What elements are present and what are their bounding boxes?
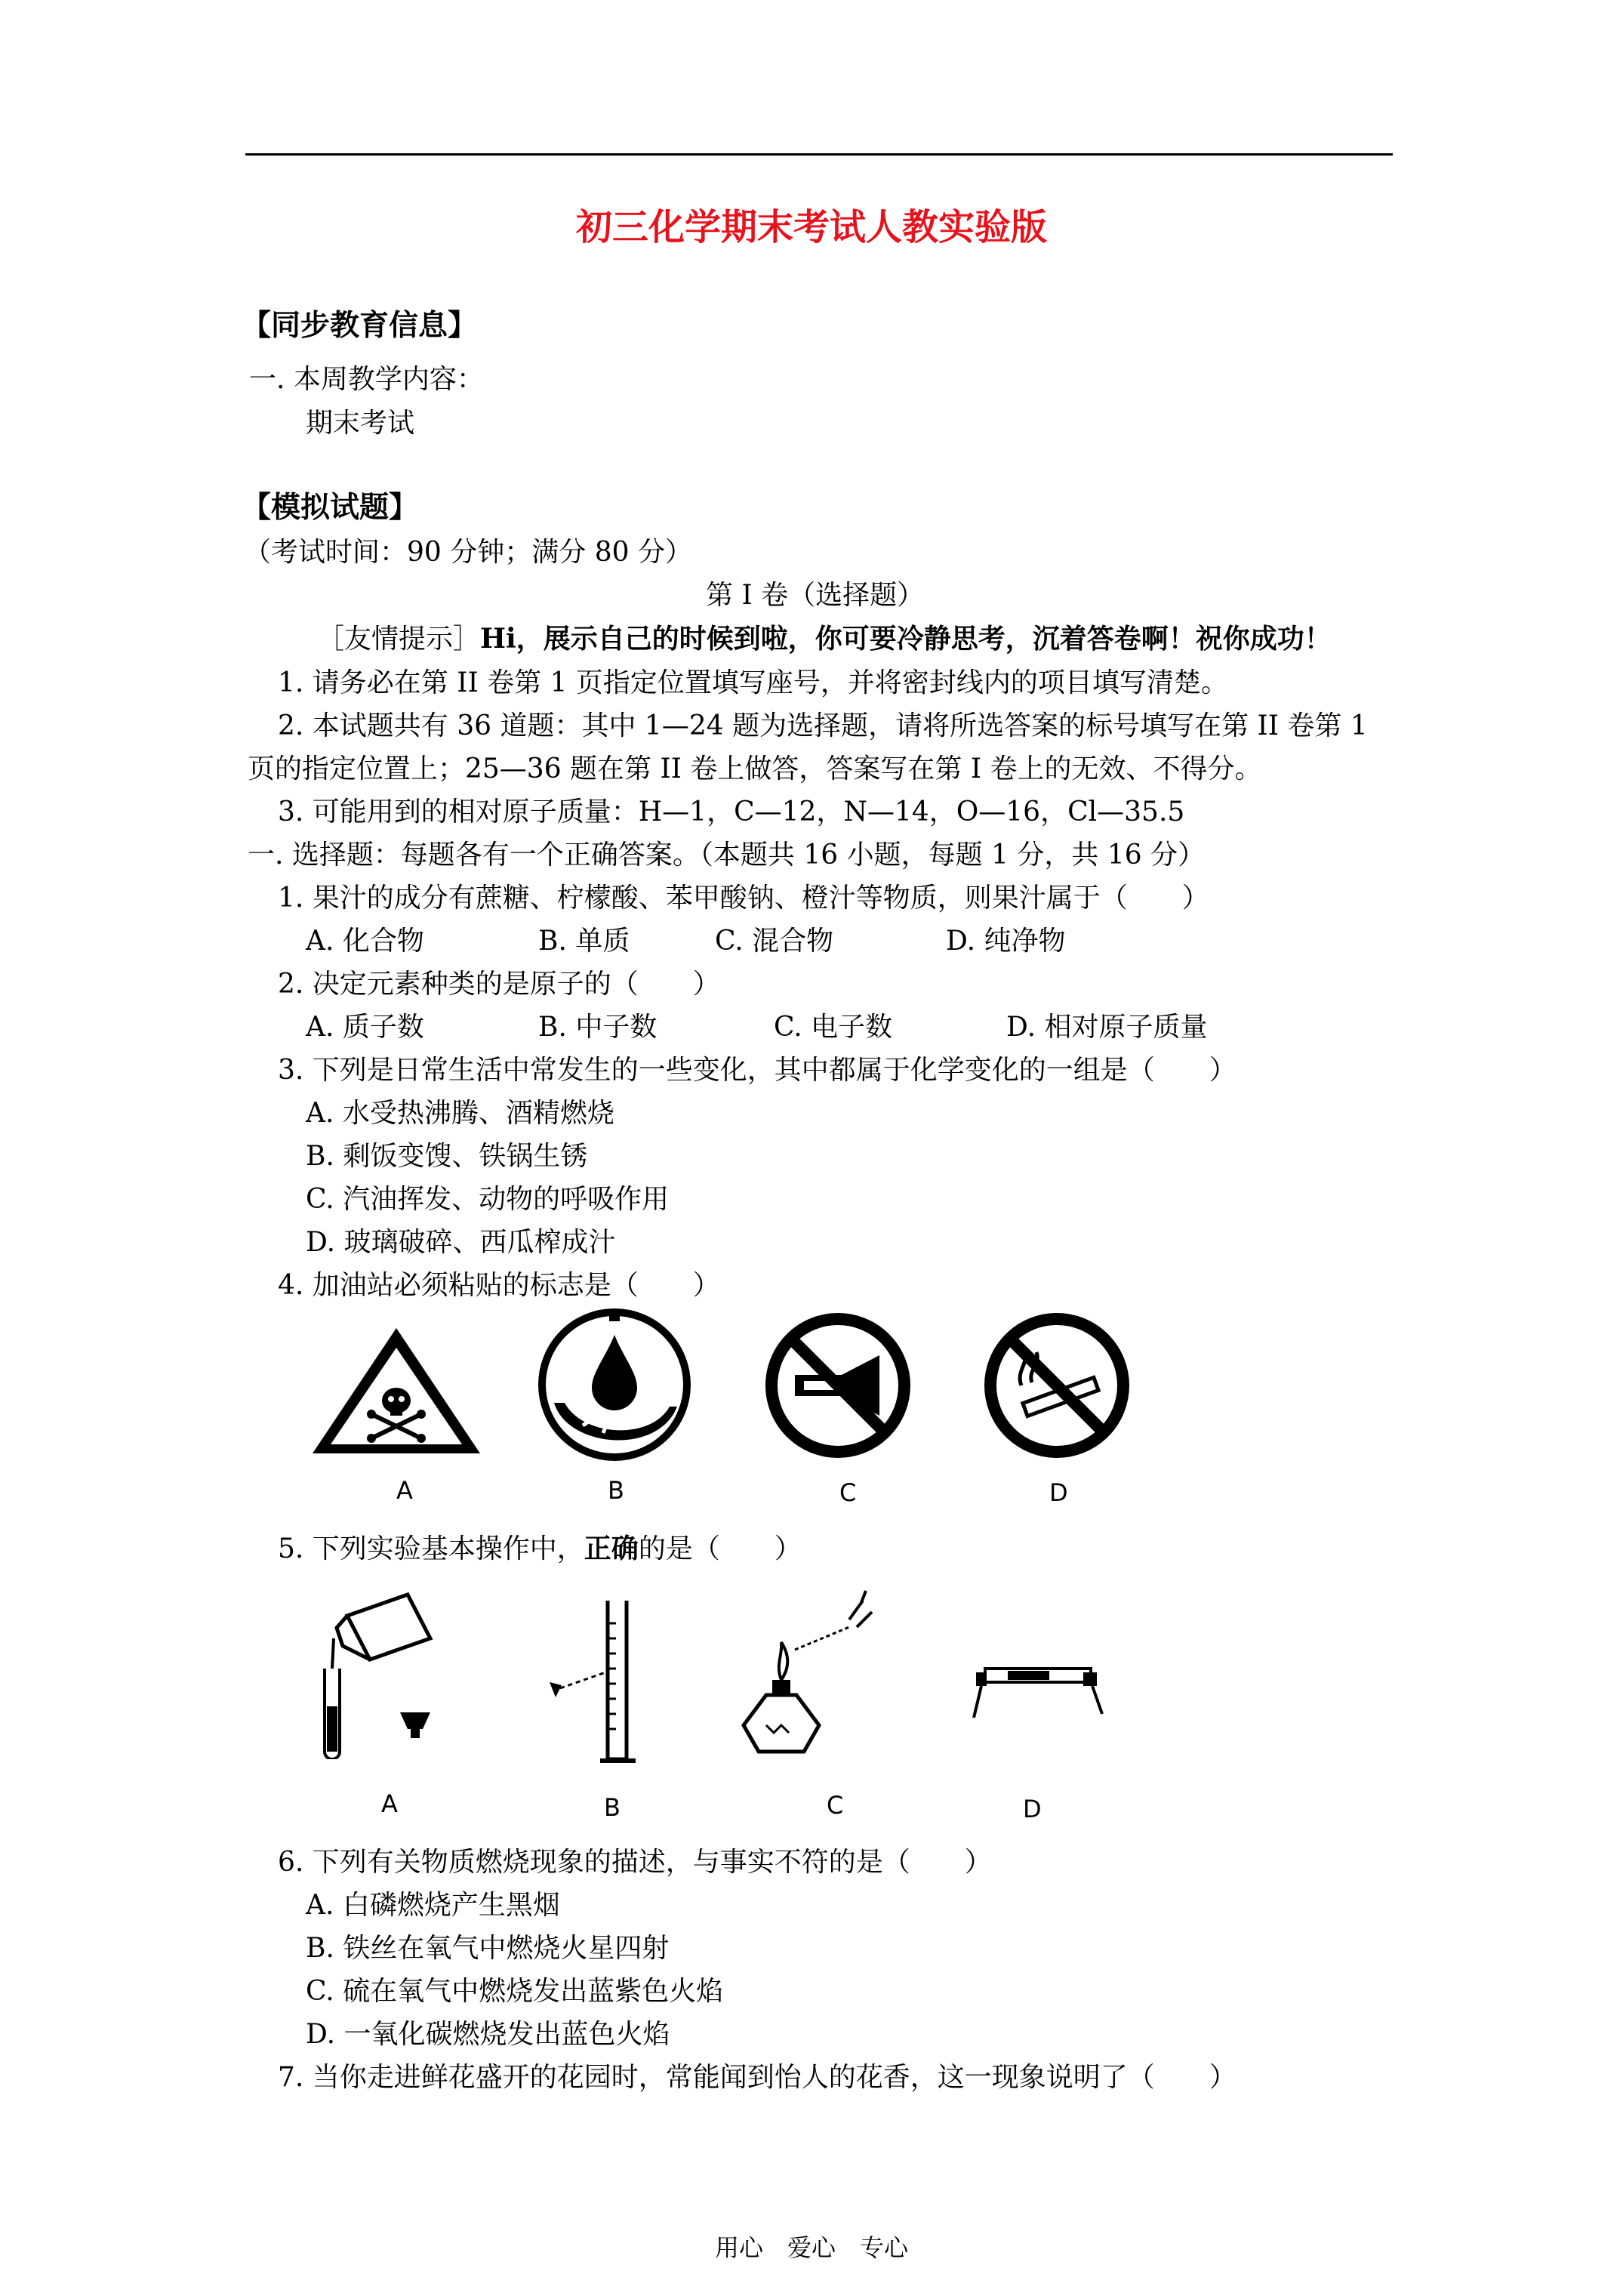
q5-label-b: B [604, 1793, 621, 1822]
q5-label-a: A [381, 1789, 398, 1818]
page-footer: 用心 爱心 专心 [714, 2233, 908, 2262]
week-content: 期末考试 [306, 408, 415, 439]
corrosive-sign-icon [537, 1305, 692, 1463]
mock-heading: 【模拟试题】 [242, 490, 419, 525]
page-title: 初三化学期末考试人教实验版 [575, 206, 1047, 248]
tips-label: ［友情提示］ [317, 624, 481, 655]
q4-label-a: A [396, 1476, 413, 1505]
q6-stem: 6. 下列有关物质燃烧现象的描述，与事实不符的是（ ） [278, 1847, 992, 1878]
tip-item-3: 3. 可能用到的相对原子质量：H—1，C—12，N—14，O—16，Cl—35.5 [278, 797, 1185, 827]
info-heading: 【同步教育信息】 [242, 308, 478, 343]
q3-stem: 3. 下列是日常生活中常发生的一些变化，其中都属于化学变化的一组是（ ） [278, 1055, 1236, 1086]
q6-option-d: D. 一氧化碳燃烧发出蓝色火焰 [306, 2019, 670, 2050]
graduated-cylinder-icon [544, 1593, 649, 1767]
q2-option-b: B. 中子数 [538, 1012, 658, 1043]
poison-sign-icon [310, 1325, 483, 1457]
q3-option-c: C. 汽油挥发、动物的呼吸作用 [306, 1184, 670, 1215]
tip-item-2: 2. 本试题共有 36 道题：其中 1—24 题为选择题，请将所选答案的标号填写在第 II 卷第 1 [278, 710, 1368, 741]
q6-option-b: B. 铁丝在氧气中燃烧火星四射 [306, 1933, 670, 1964]
q5-stem-post: 的是（ ） [638, 1533, 802, 1564]
q4-label-d: D [1049, 1478, 1068, 1507]
q5-label-c: C [827, 1791, 844, 1820]
q3-option-d: D. 玻璃破碎、西瓜榨成汁 [306, 1227, 616, 1258]
tip-item-2-cont: 页的指定位置上；25—36 题在第 II 卷上做答，答案写在第 I 卷上的无效、不得分。 [248, 754, 1262, 784]
q1-option-b: B. 单质 [538, 926, 630, 957]
q1-option-c: C. 混合物 [715, 926, 834, 957]
q5-stem [278, 1527, 802, 1566]
no-smoking-sign-icon [978, 1310, 1136, 1461]
q2-option-c: C. 电子数 [774, 1012, 893, 1043]
tips-text: Hi，展示自己的时候到啦，你可要冷静思考，沉着答卷啊！祝你成功！ [480, 623, 1332, 655]
heating-test-tube-icon [970, 1650, 1106, 1725]
q5-stem-bold: 正确 [584, 1533, 639, 1564]
q4-label-b: B [608, 1476, 624, 1505]
q5-label-d: D [1023, 1795, 1042, 1823]
q4-stem: 4. 加油站必须粘贴的标志是（ ） [278, 1270, 720, 1301]
header-rule [245, 153, 1393, 156]
q2-stem: 2. 决定元素种类的是原子的（ ） [278, 969, 720, 1000]
q6-option-a: A. 白磷燃烧产生黑烟 [306, 1890, 560, 1921]
tip-item-1: 1. 请务必在第 II 卷第 1 页指定位置填写座号，并将密封线内的项目填写清楚。 [278, 667, 1228, 698]
q3-option-a: A. 水受热沸腾、酒精燃烧 [306, 1098, 614, 1129]
q4-label-c: C [839, 1478, 857, 1507]
tips-line [317, 618, 1332, 656]
q5-stem-pre: 5. 下列实验基本操作中， [278, 1533, 584, 1564]
q1-option-a: A. 化合物 [306, 926, 424, 957]
alcohol-lamp-icon [736, 1582, 887, 1759]
no-horn-sign-icon [759, 1310, 917, 1461]
exam-info: （考试时间：90 分钟；满分 80 分） [244, 537, 692, 568]
q7-stem: 7. 当你走进鲜花盛开的花园时，常能闻到怡人的花香，这一现象说明了（ ） [278, 2062, 1236, 2093]
volume-title: 第 I 卷（选择题） [706, 580, 925, 611]
q1-option-d: D. 纯净物 [946, 926, 1066, 957]
part1-heading: 一. 选择题：每题各有一个正确答案。（本题共 16 小题，每题 1 分，共 16 分） [248, 840, 1206, 871]
q3-option-b: B. 剩饭变馊、铁锅生锈 [306, 1141, 588, 1172]
week-line: 一. 本周教学内容： [249, 364, 484, 395]
q2-option-a: A. 质子数 [306, 1012, 424, 1043]
q2-option-d: D. 相对原子质量 [1006, 1012, 1208, 1043]
q1-stem: 1. 果汁的成分有蔗糖、柠檬酸、苯甲酸钠、橙汁等物质，则果汁属于（ ） [278, 883, 1209, 914]
pouring-liquid-icon [317, 1586, 453, 1759]
q6-option-c: C. 硫在氧气中燃烧发出蓝紫色火焰 [306, 1976, 724, 2007]
